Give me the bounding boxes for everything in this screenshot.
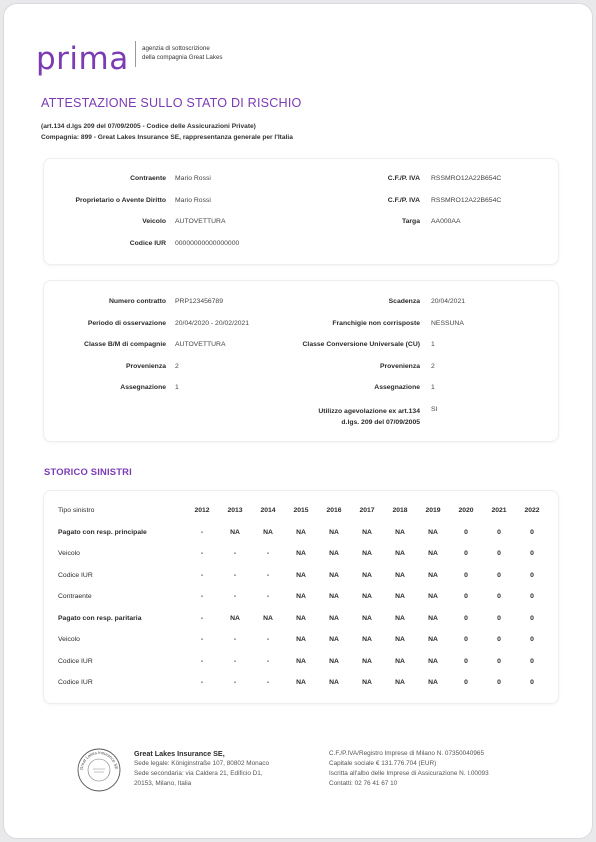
- assegnazione-value: 1: [175, 384, 179, 391]
- claim-cell-2022: 0: [530, 657, 534, 665]
- claim-cell-2012: -: [200, 550, 204, 557]
- footer-company-address: Great Lakes Insurance SE, Sede legale: Königinstraße 107, 80802 Monaco Sede secondaria: via Caldera 21, Edificio D1, 20153, Milano, Italia: [134, 749, 270, 787]
- claim-cell-2012: -: [200, 614, 204, 622]
- claim-cell-2015: NA: [296, 593, 306, 600]
- claim-cell-2020: 0: [464, 636, 468, 643]
- claim-cell-2017: NA: [362, 550, 372, 557]
- claim-cell-2022: 0: [530, 614, 534, 622]
- claim-cell-2017: NA: [362, 636, 372, 643]
- claim-cell-2022: 0: [530, 679, 534, 686]
- claim-cell-2012: -: [200, 657, 204, 665]
- claim-cell-2022: 0: [530, 593, 534, 600]
- claim-cell-2018: NA: [395, 528, 405, 536]
- claim-cell-2014: NA: [263, 614, 273, 622]
- footer-company-registration: C.F./P.IVA/Registro Imprese di Milano N. 07350040965 Capitale sociale € 131.776.704 (EUR) Iscritta all'albo delle Imprese di Assicurazione N. I.00093 Contatti: 02 76 41 67 10: [329, 750, 489, 787]
- claim-cell-2018: NA: [395, 571, 405, 579]
- claim-cell-2018: NA: [395, 614, 405, 622]
- page-subtitle: (art.134 d.lgs 209 del 07/09/2005 - Codice delle Assicurazioni Private) Compagnia: 899 - Great Lakes Insurance SE, rappresentanza generale per l'Italia: [41, 123, 293, 141]
- claim-cell-2017: NA: [362, 614, 372, 622]
- claim-cell-2020: 0: [464, 593, 468, 600]
- assegnazione-label: Assegnazione: [374, 384, 420, 391]
- company-seal-icon: [76, 747, 122, 793]
- claim-cell-2016: NA: [329, 528, 339, 536]
- claim-cell-2020: 0: [464, 657, 468, 665]
- claim-cell-2016: NA: [329, 657, 339, 665]
- periodo-value: 20/04/2020 - 20/02/2021: [175, 320, 250, 327]
- agevolazione-value: SI: [431, 406, 438, 413]
- veicolo-label: Veicolo: [142, 218, 166, 225]
- claim-cell-2013: NA: [230, 614, 240, 622]
- table-row: [44, 529, 558, 541]
- claim-cell-2017: NA: [362, 679, 372, 686]
- claim-cell-2012: -: [200, 636, 204, 643]
- claim-cell-2017: NA: [362, 528, 372, 536]
- contraente-label: Contraente: [130, 175, 166, 182]
- claim-cell-2015: NA: [296, 636, 306, 643]
- logo-wordmark: prima: [36, 41, 129, 77]
- claim-cell-2014: NA: [263, 528, 273, 536]
- numero-contratto-label: Numero contratto: [108, 298, 166, 305]
- claims-table-card: [44, 491, 558, 703]
- claim-cell-2018: NA: [395, 593, 405, 600]
- claim-cell-2021: 0: [497, 657, 501, 665]
- assegnazione-value: 1: [431, 384, 435, 391]
- year-header-2016: 2016: [326, 507, 342, 514]
- claim-type-label: Pagato con resp. principale: [58, 528, 147, 536]
- claim-cell-2020: 0: [464, 550, 468, 557]
- claim-cell-2013: -: [233, 550, 237, 557]
- claim-cell-2013: -: [233, 636, 237, 643]
- claim-cell-2021: 0: [497, 528, 501, 536]
- year-header-2012: 2012: [194, 507, 210, 514]
- claim-cell-2021: 0: [497, 550, 501, 557]
- year-header-2013: 2013: [227, 507, 243, 514]
- claim-cell-2021: 0: [497, 614, 501, 622]
- tipo-sinistro-header: Tipo sinistro: [58, 507, 95, 514]
- classe-cu-label: Classe Conversione Universale (CU): [302, 341, 420, 348]
- franchigie-label: Franchigie non corrisposte: [332, 320, 420, 327]
- table-header-row: [44, 507, 558, 519]
- claim-cell-2017: NA: [362, 571, 372, 579]
- provenienza-value: 2: [175, 363, 179, 370]
- document-page: [3, 3, 593, 839]
- targa-label: Targa: [401, 218, 420, 225]
- periodo-label: Periodo di osservazione: [87, 320, 166, 327]
- year-header-2021: 2021: [491, 507, 507, 514]
- franchigie-value: NESSUNA: [431, 320, 464, 327]
- claim-cell-2015: NA: [296, 657, 306, 665]
- claim-cell-2014: -: [266, 593, 270, 600]
- claim-cell-2016: NA: [329, 614, 339, 622]
- page-title: ATTESTAZIONE SULLO STATO DI RISCHIO: [41, 96, 302, 110]
- claim-cell-2020: 0: [464, 571, 468, 579]
- claim-cell-2014: -: [266, 657, 270, 665]
- claim-cell-2018: NA: [395, 550, 405, 557]
- seal-text: Great Lakes Insurance SE: [78, 749, 120, 771]
- claim-cell-2015: NA: [296, 571, 306, 579]
- claim-cell-2016: NA: [329, 571, 339, 579]
- claim-cell-2012: -: [200, 593, 204, 600]
- claim-cell-2014: -: [266, 679, 270, 686]
- claim-cell-2019: NA: [428, 550, 438, 557]
- claim-cell-2019: NA: [428, 657, 438, 665]
- claim-cell-2013: -: [233, 571, 237, 579]
- table-row: [44, 593, 558, 605]
- contraente-value: Mario Rossi: [175, 175, 211, 182]
- claim-cell-2017: NA: [362, 657, 372, 665]
- claim-cell-2013: -: [233, 657, 237, 665]
- claim-cell-2012: -: [200, 679, 204, 686]
- claim-cell-2013: NA: [230, 528, 240, 536]
- claim-cell-2018: NA: [395, 679, 405, 686]
- cf-label: C.F./P. IVA: [387, 175, 420, 182]
- party-info-card: [44, 159, 558, 264]
- claim-cell-2020: 0: [464, 679, 468, 686]
- agevolazione-label: Utilizzo agevolazione ex art.134 d.lgs. 209 del 07/09/2005: [318, 408, 420, 426]
- claim-cell-2019: NA: [428, 528, 438, 536]
- claim-cell-2019: NA: [428, 571, 438, 579]
- claim-cell-2021: 0: [497, 593, 501, 600]
- claim-cell-2016: NA: [329, 636, 339, 643]
- table-row: [44, 658, 558, 670]
- claim-cell-2016: NA: [329, 593, 339, 600]
- claim-cell-2015: NA: [296, 679, 306, 686]
- claim-cell-2020: 0: [464, 614, 468, 622]
- claim-type-label: Codice IUR: [58, 571, 93, 579]
- claim-cell-2021: 0: [497, 571, 501, 579]
- cf-value: RSSMRO12A22B654C: [431, 197, 502, 204]
- claim-cell-2021: 0: [497, 636, 501, 643]
- scadenza-value: 20/04/2021: [431, 298, 466, 305]
- codice-iur-value: 00000000000000000: [175, 240, 240, 247]
- logo-tagline: agenzia di sottoscrizione della compagnia Great Lakes: [142, 45, 223, 61]
- claim-cell-2020: 0: [464, 528, 468, 536]
- claim-cell-2019: NA: [428, 679, 438, 686]
- cf-label: C.F./P. IVA: [387, 197, 420, 204]
- logo-divider: [135, 41, 136, 67]
- claim-cell-2016: NA: [329, 679, 339, 686]
- targa-value: AA000AA: [431, 218, 461, 225]
- claim-cell-2014: -: [266, 571, 270, 579]
- claim-type-label: Codice IUR: [58, 679, 93, 686]
- claim-cell-2019: NA: [428, 614, 438, 622]
- claim-type-label: Veicolo: [58, 636, 80, 643]
- claim-cell-2021: 0: [497, 679, 501, 686]
- claim-cell-2013: -: [233, 593, 237, 600]
- claim-cell-2012: -: [200, 571, 204, 579]
- prima-logo: [36, 38, 223, 77]
- codice-iur-label: Codice IUR: [129, 240, 166, 247]
- claim-cell-2015: NA: [296, 614, 306, 622]
- claim-type-label: Pagato con resp. paritaria: [58, 614, 142, 622]
- claim-cell-2017: NA: [362, 593, 372, 600]
- table-row: [44, 615, 558, 627]
- claim-cell-2022: 0: [530, 571, 534, 579]
- year-header-2015: 2015: [293, 507, 309, 514]
- classe-bm-value: AUTOVETTURA: [175, 341, 226, 348]
- table-row: [44, 679, 558, 691]
- table-row: [44, 550, 558, 562]
- claim-cell-2019: NA: [428, 636, 438, 643]
- claim-cell-2014: -: [266, 636, 270, 643]
- claim-cell-2014: -: [266, 550, 270, 557]
- cf-value: RSSMRO12A22B654C: [431, 175, 502, 182]
- claim-type-label: Codice IUR: [58, 657, 93, 665]
- claim-cell-2018: NA: [395, 636, 405, 643]
- provenienza-label: Provenienza: [125, 363, 166, 370]
- claim-cell-2019: NA: [428, 593, 438, 600]
- year-header-2022: 2022: [524, 507, 540, 514]
- classe-bm-label: Classe B/M di compagnie: [84, 341, 166, 348]
- provenienza-value: 2: [431, 363, 435, 370]
- year-header-2020: 2020: [458, 507, 474, 514]
- claim-cell-2018: NA: [395, 657, 405, 665]
- claim-cell-2015: NA: [296, 550, 306, 557]
- year-header-2014: 2014: [260, 507, 276, 514]
- claim-type-label: Veicolo: [58, 550, 80, 557]
- year-header-2019: 2019: [425, 507, 441, 514]
- claim-cell-2015: NA: [296, 528, 306, 536]
- claim-cell-2022: 0: [530, 550, 534, 557]
- proprietario-value: Mario Rossi: [175, 197, 211, 204]
- claim-cell-2016: NA: [329, 550, 339, 557]
- provenienza-label: Provenienza: [379, 363, 420, 370]
- year-header-2018: 2018: [392, 507, 408, 514]
- year-header-2017: 2017: [359, 507, 375, 514]
- assegnazione-label: Assegnazione: [120, 384, 166, 391]
- claim-type-label: Contraente: [58, 593, 92, 600]
- claim-cell-2022: 0: [530, 636, 534, 643]
- numero-contratto-value: PRP123456789: [175, 298, 223, 305]
- claim-cell-2012: -: [200, 528, 204, 536]
- table-row: [44, 636, 558, 648]
- table-row: [44, 572, 558, 584]
- claim-cell-2013: -: [233, 679, 237, 686]
- contract-info-card: [44, 281, 558, 441]
- proprietario-label: Proprietario o Avente Diritto: [75, 197, 166, 204]
- claim-cell-2022: 0: [530, 528, 534, 536]
- scadenza-label: Scadenza: [388, 298, 420, 305]
- storico-sinistri-title: STORICO SINISTRI: [44, 466, 132, 477]
- classe-cu-value: 1: [431, 341, 435, 348]
- veicolo-value: AUTOVETTURA: [175, 218, 226, 225]
